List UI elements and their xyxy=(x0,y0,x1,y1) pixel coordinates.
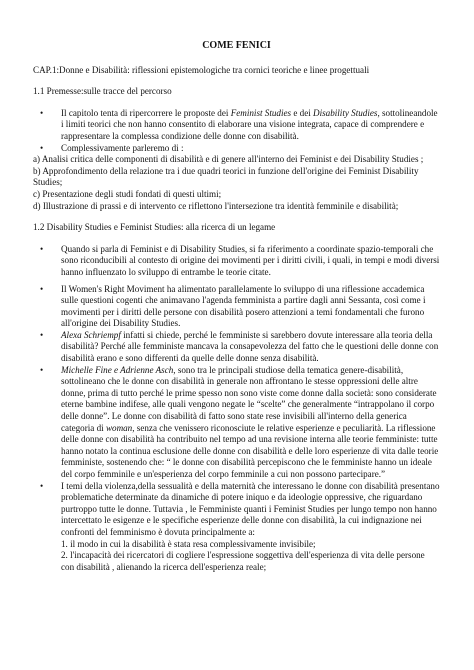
section-2-bullets xyxy=(33,244,440,574)
bullet-icon: • xyxy=(40,329,44,340)
bullet-icon: • xyxy=(40,107,44,118)
list-item: • Quando si parla di Feminist e di Disability Studies, si fa riferimento a coordinate spazio-temporali che sono riconducibili al contesto di origine dei movimenti per i diritti civili, i quali, in tempi e modi diversi hanno influenzato lo sviluppo di entrambe le teorie citate. xyxy=(40,243,440,277)
list-item: • Michelle Fine e Adrienne Asch, sono tra le principali studiose della tematica genere-disabilità, sottolineano che le donne con disabilità in generale non affrontano le stesse oppressioni delle altre donne, prima di tutto perché le prime spesso non sono viste come donne dalla società: sono considerate eterne bambine indifese, alle quali vengono negate le “scelte” che generalmente “intrappolano il corpo delle donne”. Le donne con disabilità di fatto sono state rese invisibili all'interno della generica categoria di woman, senza che venissero riconosciute le relative esperienze e peculiarità. La riflessione delle donne con disabilità ha contribuito nel tempo ad una revisione interna alle teorie femministe: tutte hanno notato la continua esclusione delle donne con disabilità e delle loro esperienze di vita dalle teorie femministe, sostenendo che: “ le donne con disabilità percepiscono che le femministe hanno un ideale del corpo femminile e un'esperienza del corpo femminile a cui non possono partecipare.” xyxy=(40,364,439,479)
section-1-heading: 1.1 Premesse:sulle tracce del percorso xyxy=(33,86,172,97)
list-item: • Complessivamente parleremo di : xyxy=(40,142,184,153)
bullet-icon: • xyxy=(40,283,44,294)
bullet-icon: • xyxy=(40,243,44,254)
bullet-icon: • xyxy=(40,480,44,491)
section-1-bullets xyxy=(33,108,440,154)
list-item: 2. l'incapacità dei ricercatori di cogliere l'espressione soggettiva dell'esperienza di vita delle persone con disabilità , alienando la ricerca dell'esperienza reale; xyxy=(61,550,425,572)
chapter-heading: CAP.1:Donne e Disabilità: riflessioni epistemologiche tra cornici teoriche e linee progettuali xyxy=(33,64,370,75)
section-2-heading: 1.2 Disability Studies e Feminist Studies: alla ricerca di un legame xyxy=(33,222,276,233)
list-item: 1. il modo in cui la disabilità è stata resa complessivamente invisibile; xyxy=(61,538,316,549)
list-item: c) Presentazione degli studi fondati di questi ultimi; xyxy=(33,188,222,199)
list-item: • Il capitolo tenta di ripercorrere le proposte dei Feminist Studies e dei Disability Studies, sottolineandole i limiti teorici che non hanno consentito di elaborare una visione integrata, capace di comprendere e rappresentare la complessa condizione delle donne con disabilità. xyxy=(40,107,438,141)
list-item: • Il Women's Right Moviment ha alimentato parallelamente lo sviluppo di una riflessione accademica sulle questioni cogenti che animavano l'agenda femminista a partire dagli anni Sessanta, così come i movimenti per i diritti delle persone con disabilità posero attenzioni a temi fondamentali che furono all'origine dei Disability Studies. xyxy=(40,283,426,329)
numbered-list xyxy=(61,539,440,574)
list-item: d) Illustrazione di prassi e di intervento ce riflettono l'intersezione tra identità femminile e disabilità; xyxy=(33,200,399,211)
document-title: COME FENICI xyxy=(202,40,271,51)
list-item: • Alexa Schriempf infatti si chiede, perché le femministe si sarebbero dovute interessare alla teoria della disabilità? Perché alle femministe mancava la consapevolezza del fatto che le questioni delle donne con disabilità erano e sono differenti da quelle delle donne senza disabilità. xyxy=(40,329,439,364)
bullet-icon: • xyxy=(40,142,44,153)
list-item: a) Analisi critica delle componenti di disabilità e di genere all'interno dei Feminist e dei Disability Studies ; xyxy=(33,154,424,165)
bullet-icon: • xyxy=(40,364,44,375)
list-item: • I temi della violenza,della sessualità e della maternità che interessano le donne con disabilità presentano problematiche determinate da dinamiche di potere iniquo e da ideologie oppressive, che riguardano purtroppo tutte le donne. Tuttavia , le Femministe quanti i Feminist Studies per lungo tempo non hanno intercettato le esigenze e le specifiche esperienze delle donne con disabilità, la cui indignazione nei confronti del femminismo è dovuta principalmente a: 1. il modo in cui la disabilità è stata resa complessivamente invisibile; 2. l'incapacità dei ricercatori di cogliere l'espressione soggettiva dell'esperienza di vita delle persone con disabilità , alienando la ricerca dell'esperienza reale; xyxy=(40,480,440,572)
list-item: b) Approfondimento della relazione tra i due quadri teorici in funzione dell'origine dei Feminist Disability Studies; xyxy=(33,165,419,188)
